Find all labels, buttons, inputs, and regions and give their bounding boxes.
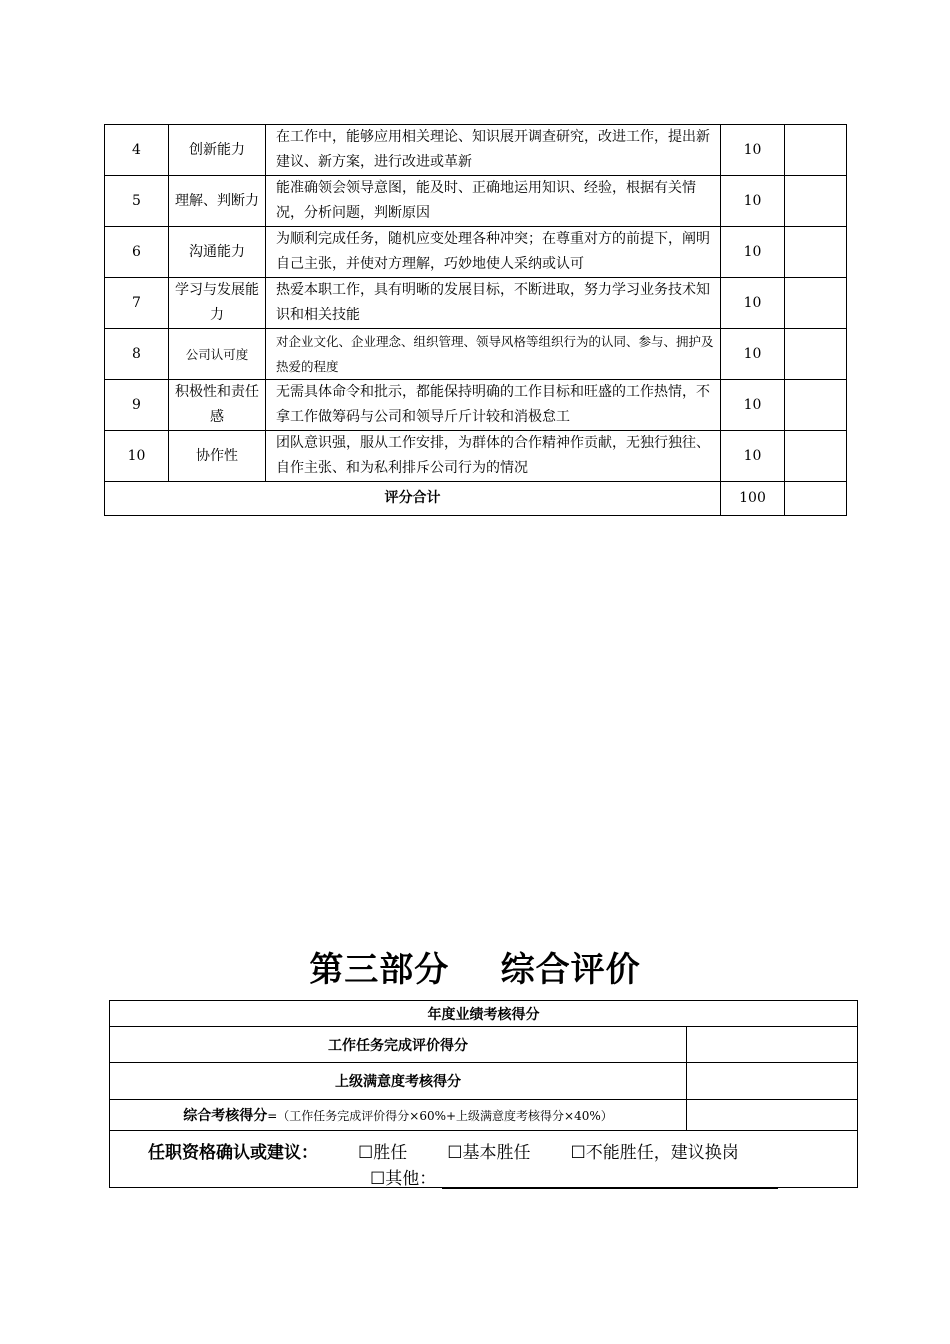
criteria-description: 无需具体命令和批示，都能保持明确的工作目标和旺盛的工作热情，不拿工作做筹码与公司和领导斤斤计较和消极怠工 bbox=[266, 380, 721, 431]
composite-score-cell[interactable] bbox=[687, 1100, 858, 1131]
rating-cell[interactable] bbox=[785, 176, 847, 227]
row-number: 8 bbox=[105, 329, 169, 380]
criteria-item: 理解、判断力 bbox=[169, 176, 266, 227]
criteria-score: 10 bbox=[721, 329, 785, 380]
confirm-options-line bbox=[148, 1138, 739, 1163]
row-number: 6 bbox=[105, 227, 169, 278]
row-number: 9 bbox=[105, 380, 169, 431]
criteria-item: 沟通能力 bbox=[169, 227, 266, 278]
criteria-description: 团队意识强，服从工作安排，为群体的合作精神作贡献，无独行独往、自作主张、和为私利排斥公司行为的情况 bbox=[266, 431, 721, 482]
criteria-item: 协作性 bbox=[169, 431, 266, 482]
criteria-score: 10 bbox=[721, 431, 785, 482]
criteria-score: 10 bbox=[721, 176, 785, 227]
rating-cell[interactable] bbox=[785, 380, 847, 431]
criteria-description: 在工作中，能够应用相关理论、知识展开调查研究，改进工作，提出新建议、新方案，进行改进或革新 bbox=[266, 125, 721, 176]
criteria-score: 10 bbox=[721, 380, 785, 431]
composite-formula: =（工作任务完成评价得分×60%+上级满意度考核得分×40%） bbox=[267, 1109, 613, 1123]
total-label: 评分合计 bbox=[105, 482, 721, 516]
table-row bbox=[105, 227, 847, 278]
composite-score-label bbox=[110, 1100, 687, 1131]
criteria-item: 公司认可度 bbox=[169, 329, 266, 380]
rating-cell[interactable] bbox=[785, 125, 847, 176]
summary-table bbox=[109, 1000, 858, 1188]
row-number: 10 bbox=[105, 431, 169, 482]
rating-cell[interactable] bbox=[785, 431, 847, 482]
criteria-item: 创新能力 bbox=[169, 125, 266, 176]
criteria-description: 对企业文化、企业理念、组织管理、领导风格等组织行为的认同、参与、拥护及热爱的程度 bbox=[266, 329, 721, 380]
criteria-score: 10 bbox=[721, 227, 785, 278]
row-number: 7 bbox=[105, 278, 169, 329]
criteria-description: 为顺利完成任务，随机应变处理各种冲突；在尊重对方的前提下，阐明自己主张，并使对方理解，巧妙地使人采纳或认可 bbox=[266, 227, 721, 278]
rating-cell[interactable] bbox=[785, 329, 847, 380]
criteria-item: 学习与发展能力 bbox=[169, 278, 266, 329]
option-other-checkbox[interactable]: ☐其他： bbox=[370, 1169, 437, 1189]
criteria-score: 10 bbox=[721, 278, 785, 329]
task-score-cell[interactable] bbox=[687, 1027, 858, 1063]
summary-header: 年度业绩考核得分 bbox=[110, 1001, 858, 1027]
criteria-score: 10 bbox=[721, 125, 785, 176]
other-fill-line[interactable] bbox=[442, 1170, 778, 1189]
composite-label-bold: 综合考核得分 bbox=[183, 1108, 268, 1124]
section-heading: 第三部分 综合评价 bbox=[309, 950, 641, 990]
qualification-confirm-cell bbox=[110, 1131, 858, 1188]
table-row bbox=[105, 431, 847, 482]
rating-cell[interactable] bbox=[785, 278, 847, 329]
option-competent-checkbox[interactable]: ☐胜任 bbox=[358, 1143, 408, 1163]
other-option-line bbox=[370, 1164, 778, 1189]
option-basically-competent-checkbox[interactable]: ☐基本胜任 bbox=[447, 1143, 531, 1163]
criteria-item: 积极性和责任感 bbox=[169, 380, 266, 431]
table-row bbox=[105, 329, 847, 380]
table-row bbox=[105, 176, 847, 227]
row-number: 4 bbox=[105, 125, 169, 176]
criteria-description: 能准确领会领导意图，能及时、正确地运用知识、经验，根据有关情况，分析问题，判断原因 bbox=[266, 176, 721, 227]
criteria-table bbox=[104, 124, 847, 516]
option-not-competent-checkbox[interactable]: ☐不能胜任，建议换岗 bbox=[570, 1143, 739, 1163]
total-rating-cell[interactable] bbox=[785, 482, 847, 516]
table-row bbox=[105, 380, 847, 431]
total-score: 100 bbox=[721, 482, 785, 516]
task-score-label: 工作任务完成评价得分 bbox=[110, 1027, 687, 1063]
table-row bbox=[105, 278, 847, 329]
table-row bbox=[105, 125, 847, 176]
rating-cell[interactable] bbox=[785, 227, 847, 278]
total-row bbox=[105, 482, 847, 516]
supervisor-score-cell[interactable] bbox=[687, 1063, 858, 1100]
supervisor-score-label: 上级满意度考核得分 bbox=[110, 1063, 687, 1100]
row-number: 5 bbox=[105, 176, 169, 227]
confirm-label: 任职资格确认或建议： bbox=[148, 1143, 318, 1163]
criteria-description: 热爱本职工作，具有明晰的发展目标，不断进取，努力学习业务技术知识和相关技能 bbox=[266, 278, 721, 329]
